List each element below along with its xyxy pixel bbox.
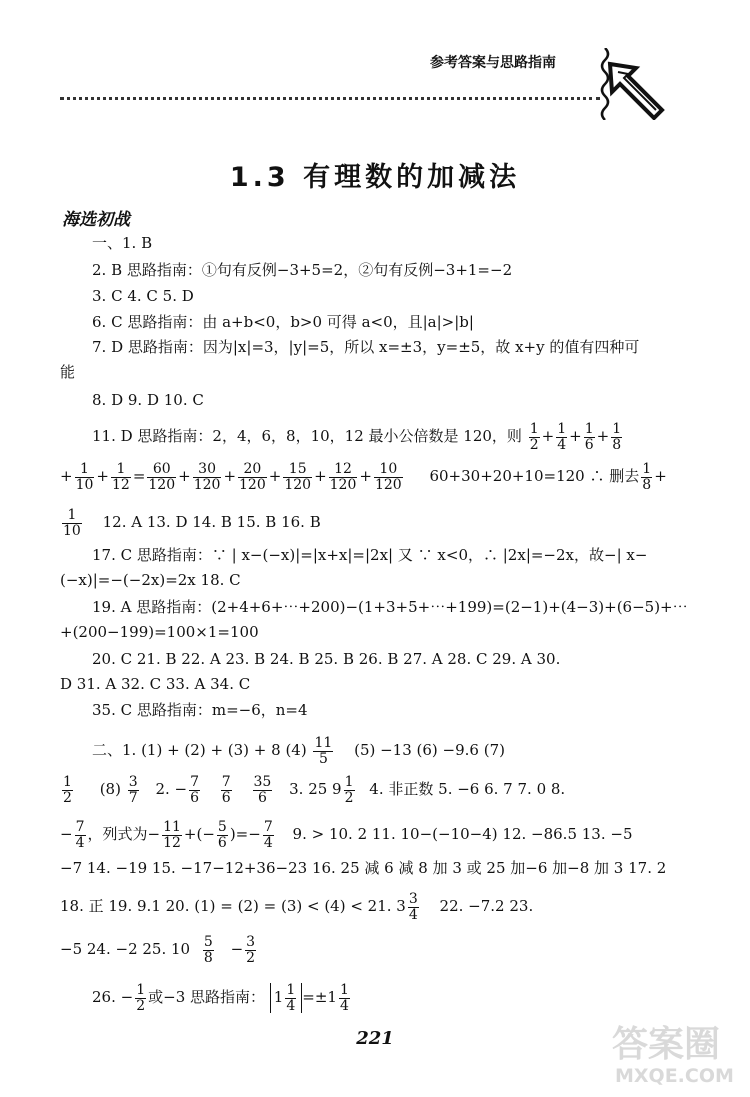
answer-line: (−x)|=−(−2x)=2x 18. C [60, 571, 241, 589]
denominator: 120 [239, 476, 266, 493]
fraction [374, 462, 403, 492]
answer-line-q11 [92, 422, 624, 452]
header-divider [60, 97, 600, 100]
denominator: 8 [203, 949, 213, 966]
answer-text: −5 24. −2 25. 10 [60, 940, 191, 959]
numerator: 1 [529, 421, 539, 437]
fraction [285, 983, 296, 1013]
numerator: 30 [193, 462, 222, 478]
numerator: 11 [314, 735, 333, 751]
operator: + [96, 467, 109, 486]
fraction [641, 462, 652, 492]
denominator: 4 [339, 997, 349, 1014]
denominator: 2 [246, 949, 256, 966]
absolute-value [270, 983, 302, 1013]
denominator: 12 [111, 476, 130, 493]
denominator: 120 [148, 476, 176, 493]
answer-line: 能 [60, 363, 76, 381]
numerator: 3 [408, 891, 418, 907]
numerator: 1 [111, 462, 131, 478]
denominator: 4 [557, 436, 567, 453]
fraction [611, 422, 622, 452]
denominator: 4 [263, 834, 273, 851]
answer-line: 2. B 思路指南：①句有反例−3+5=2，②句有反例−3+1=−2 [92, 261, 513, 279]
numerator: 1 [642, 461, 652, 477]
answer-text: 11. D 思路指南：2，4，6，8，10，12 最小公倍数是 120，则 [92, 427, 522, 446]
numerator: 1 [584, 421, 594, 437]
operator: − [230, 940, 244, 959]
numerator: 1 [344, 774, 354, 790]
answer-text: (5) −13 (6) −9.6 (7) [354, 741, 505, 760]
fraction [245, 935, 256, 965]
answer-line [60, 775, 565, 805]
numerator: 3 [128, 774, 138, 790]
answer-line-q12 [60, 508, 321, 538]
operator: + [569, 427, 582, 446]
numerator: 3 [246, 934, 256, 950]
answer-text: =±1 [302, 988, 337, 1007]
denominator: 120 [284, 476, 312, 493]
answer-line [60, 892, 533, 922]
answer-line: 8. D 9. D 10. C [92, 391, 204, 409]
fraction [253, 775, 273, 805]
answer-line: 17. C 思路指南：∵ | x−(−x)|=|x+x|=|2x| 又 ∵ x<0，∴ |2x|=−2x，故−| x− [92, 546, 648, 564]
denominator: 4 [408, 906, 418, 923]
numerator: 20 [238, 462, 267, 478]
fraction [221, 775, 232, 805]
denominator: 10 [63, 522, 81, 539]
numerator: 1 [557, 421, 567, 437]
denominator: 8 [612, 436, 622, 453]
answer-text: − [60, 825, 73, 844]
fraction [111, 462, 131, 492]
fraction [339, 983, 350, 1013]
page-number: 221 [356, 1028, 394, 1049]
operator: + [223, 467, 237, 486]
fraction [62, 508, 82, 538]
operator: + [541, 427, 555, 446]
answer-text: 或−3 思路指南： [148, 988, 266, 1007]
fraction [189, 775, 200, 805]
numerator: 15 [283, 462, 312, 478]
answer-line [60, 820, 633, 850]
fraction [75, 820, 86, 850]
fraction [238, 462, 267, 492]
denominator: 2 [529, 436, 539, 453]
answer-line [60, 935, 258, 965]
denominator: 12 [163, 834, 181, 851]
watermark-site: MXQE.COM [615, 1065, 734, 1087]
answer-line: 20. C 21. B 22. A 23. B 24. B 25. B 26. B 27. A 28. C 29. A 30. [92, 650, 561, 668]
denominator: 120 [193, 476, 221, 493]
operator: + [359, 467, 372, 486]
chapter-title: 1.3 有理数的加减法 [229, 162, 521, 193]
header-title: 参考答案与思路指南 [430, 55, 556, 71]
numerator: 7 [263, 819, 273, 835]
numerator: 35 [253, 774, 272, 790]
denominator: 6 [257, 789, 267, 806]
denominator: 4 [75, 834, 85, 851]
numerator: 7 [221, 774, 231, 790]
fraction [203, 935, 214, 965]
fraction [313, 736, 333, 766]
operator: + [60, 467, 73, 486]
numerator: 11 [163, 819, 181, 835]
numerator: 1 [75, 462, 95, 478]
answer-text: 4. 非正数 5. −6 6. 7 7. 0 8. [369, 780, 566, 799]
answer-text: 二、1. (1) + (2) + (3) + 8 (4) [92, 741, 307, 760]
denominator: 6 [190, 789, 200, 806]
answer-text: 9. > 10. 2 11. 10−(−10−4) 12. −86.5 13. −5 [292, 825, 633, 844]
operator: + [654, 467, 667, 486]
operator: + [268, 467, 282, 486]
numerator: 1 [62, 508, 82, 524]
fraction [62, 775, 73, 805]
answer-line: 3. C 4. C 5. D [92, 287, 194, 305]
fraction [162, 820, 182, 850]
arrow-icon [606, 60, 666, 120]
answer-text: 26. − [92, 988, 134, 1007]
answer-line-part2 [92, 736, 505, 766]
answer-text: 3. 25 9 [289, 780, 342, 799]
numerator: 1 [136, 982, 146, 998]
numerator: 5 [217, 819, 227, 835]
numerator: 5 [203, 934, 213, 950]
numerator: 1 [286, 982, 296, 998]
answer-text: 18. 正 19. 9.1 20. (1) = (2) = (3) < (4) < 21. 3 [60, 897, 406, 916]
fraction [263, 820, 274, 850]
fraction [329, 462, 358, 492]
denominator: 6 [217, 834, 227, 851]
operator: + [596, 427, 610, 446]
answer-line: 7. D 思路指南：因为|x|=3，|y|=5，所以 x=±3，y=±5，故 x+y 的值有四种可 [92, 338, 640, 356]
answer-line: 35. C 思路指南：m=−6，n=4 [92, 701, 308, 719]
answer-text: (8) [99, 780, 121, 799]
fraction [344, 775, 355, 805]
fraction [584, 422, 595, 452]
denominator: 5 [318, 750, 328, 767]
numerator: 1 [63, 774, 72, 790]
answer-line: D 31. A 32. C 33. A 34. C [60, 675, 251, 693]
denominator: 8 [642, 476, 652, 493]
answer-line: 19. A 思路指南：(2+4+6+⋯+200)−(1+3+5+⋯+199)=(2−1)+(4−3)+(6−5)+⋯ [92, 598, 688, 616]
answer-text: 2. − [155, 780, 188, 799]
fraction [217, 820, 228, 850]
denominator: 6 [584, 436, 594, 453]
answer-text: +(− [183, 825, 215, 844]
fraction [135, 983, 146, 1013]
answer-text: ，列式为− [87, 825, 161, 844]
denominator: 2 [63, 789, 72, 806]
denominator: 6 [221, 789, 231, 806]
watermark-logo: 答案圈 [612, 1024, 721, 1065]
fraction [128, 775, 139, 805]
denominator: 120 [329, 476, 357, 493]
fraction [283, 462, 312, 492]
operator: = [132, 467, 146, 486]
answer-line: 6. C 思路指南：由 a+b<0，b>0 可得 a<0，且|a|>|b| [92, 313, 474, 331]
denominator: 2 [136, 997, 146, 1014]
operator: + [178, 467, 191, 486]
answer-line: 一、1. B [92, 234, 153, 252]
denominator: 7 [128, 789, 138, 806]
denominator: 2 [344, 789, 354, 806]
answer-line [92, 983, 352, 1013]
answer-text: 12. A 13. D 14. B 15. B 16. B [102, 513, 321, 532]
fraction [556, 422, 567, 452]
fraction [147, 462, 176, 492]
fraction [529, 422, 540, 452]
numerator: 1 [612, 421, 622, 437]
denominator: 120 [374, 476, 402, 493]
answer-line: +(200−199)=100×1=100 [60, 623, 259, 641]
answer-line: −7 14. −19 15. −17−12+36−23 16. 25 减 6 减 8 加 3 或 25 加−6 加−8 加 3 17. 2 [60, 859, 667, 877]
numerator: 1 [339, 982, 349, 998]
mixed-whole: 1 [273, 988, 284, 1007]
numerator: 7 [190, 774, 200, 790]
numerator: 7 [75, 819, 85, 835]
operator: + [314, 467, 327, 486]
numerator: 12 [329, 462, 358, 478]
section-label: 海选初战 [62, 210, 130, 230]
fraction [193, 462, 222, 492]
answer-text: 60+30+20+10=120 ∴ 删去 [429, 467, 640, 486]
fraction [408, 892, 419, 922]
fraction [75, 462, 95, 492]
denominator: 10 [75, 476, 94, 493]
answer-text: )=− [229, 825, 261, 844]
denominator: 4 [286, 997, 296, 1014]
answer-line-fraction-sum [60, 462, 667, 492]
numerator: 60 [147, 462, 176, 478]
answer-text: 22. −7.2 23. [439, 897, 534, 916]
numerator: 10 [374, 462, 403, 478]
